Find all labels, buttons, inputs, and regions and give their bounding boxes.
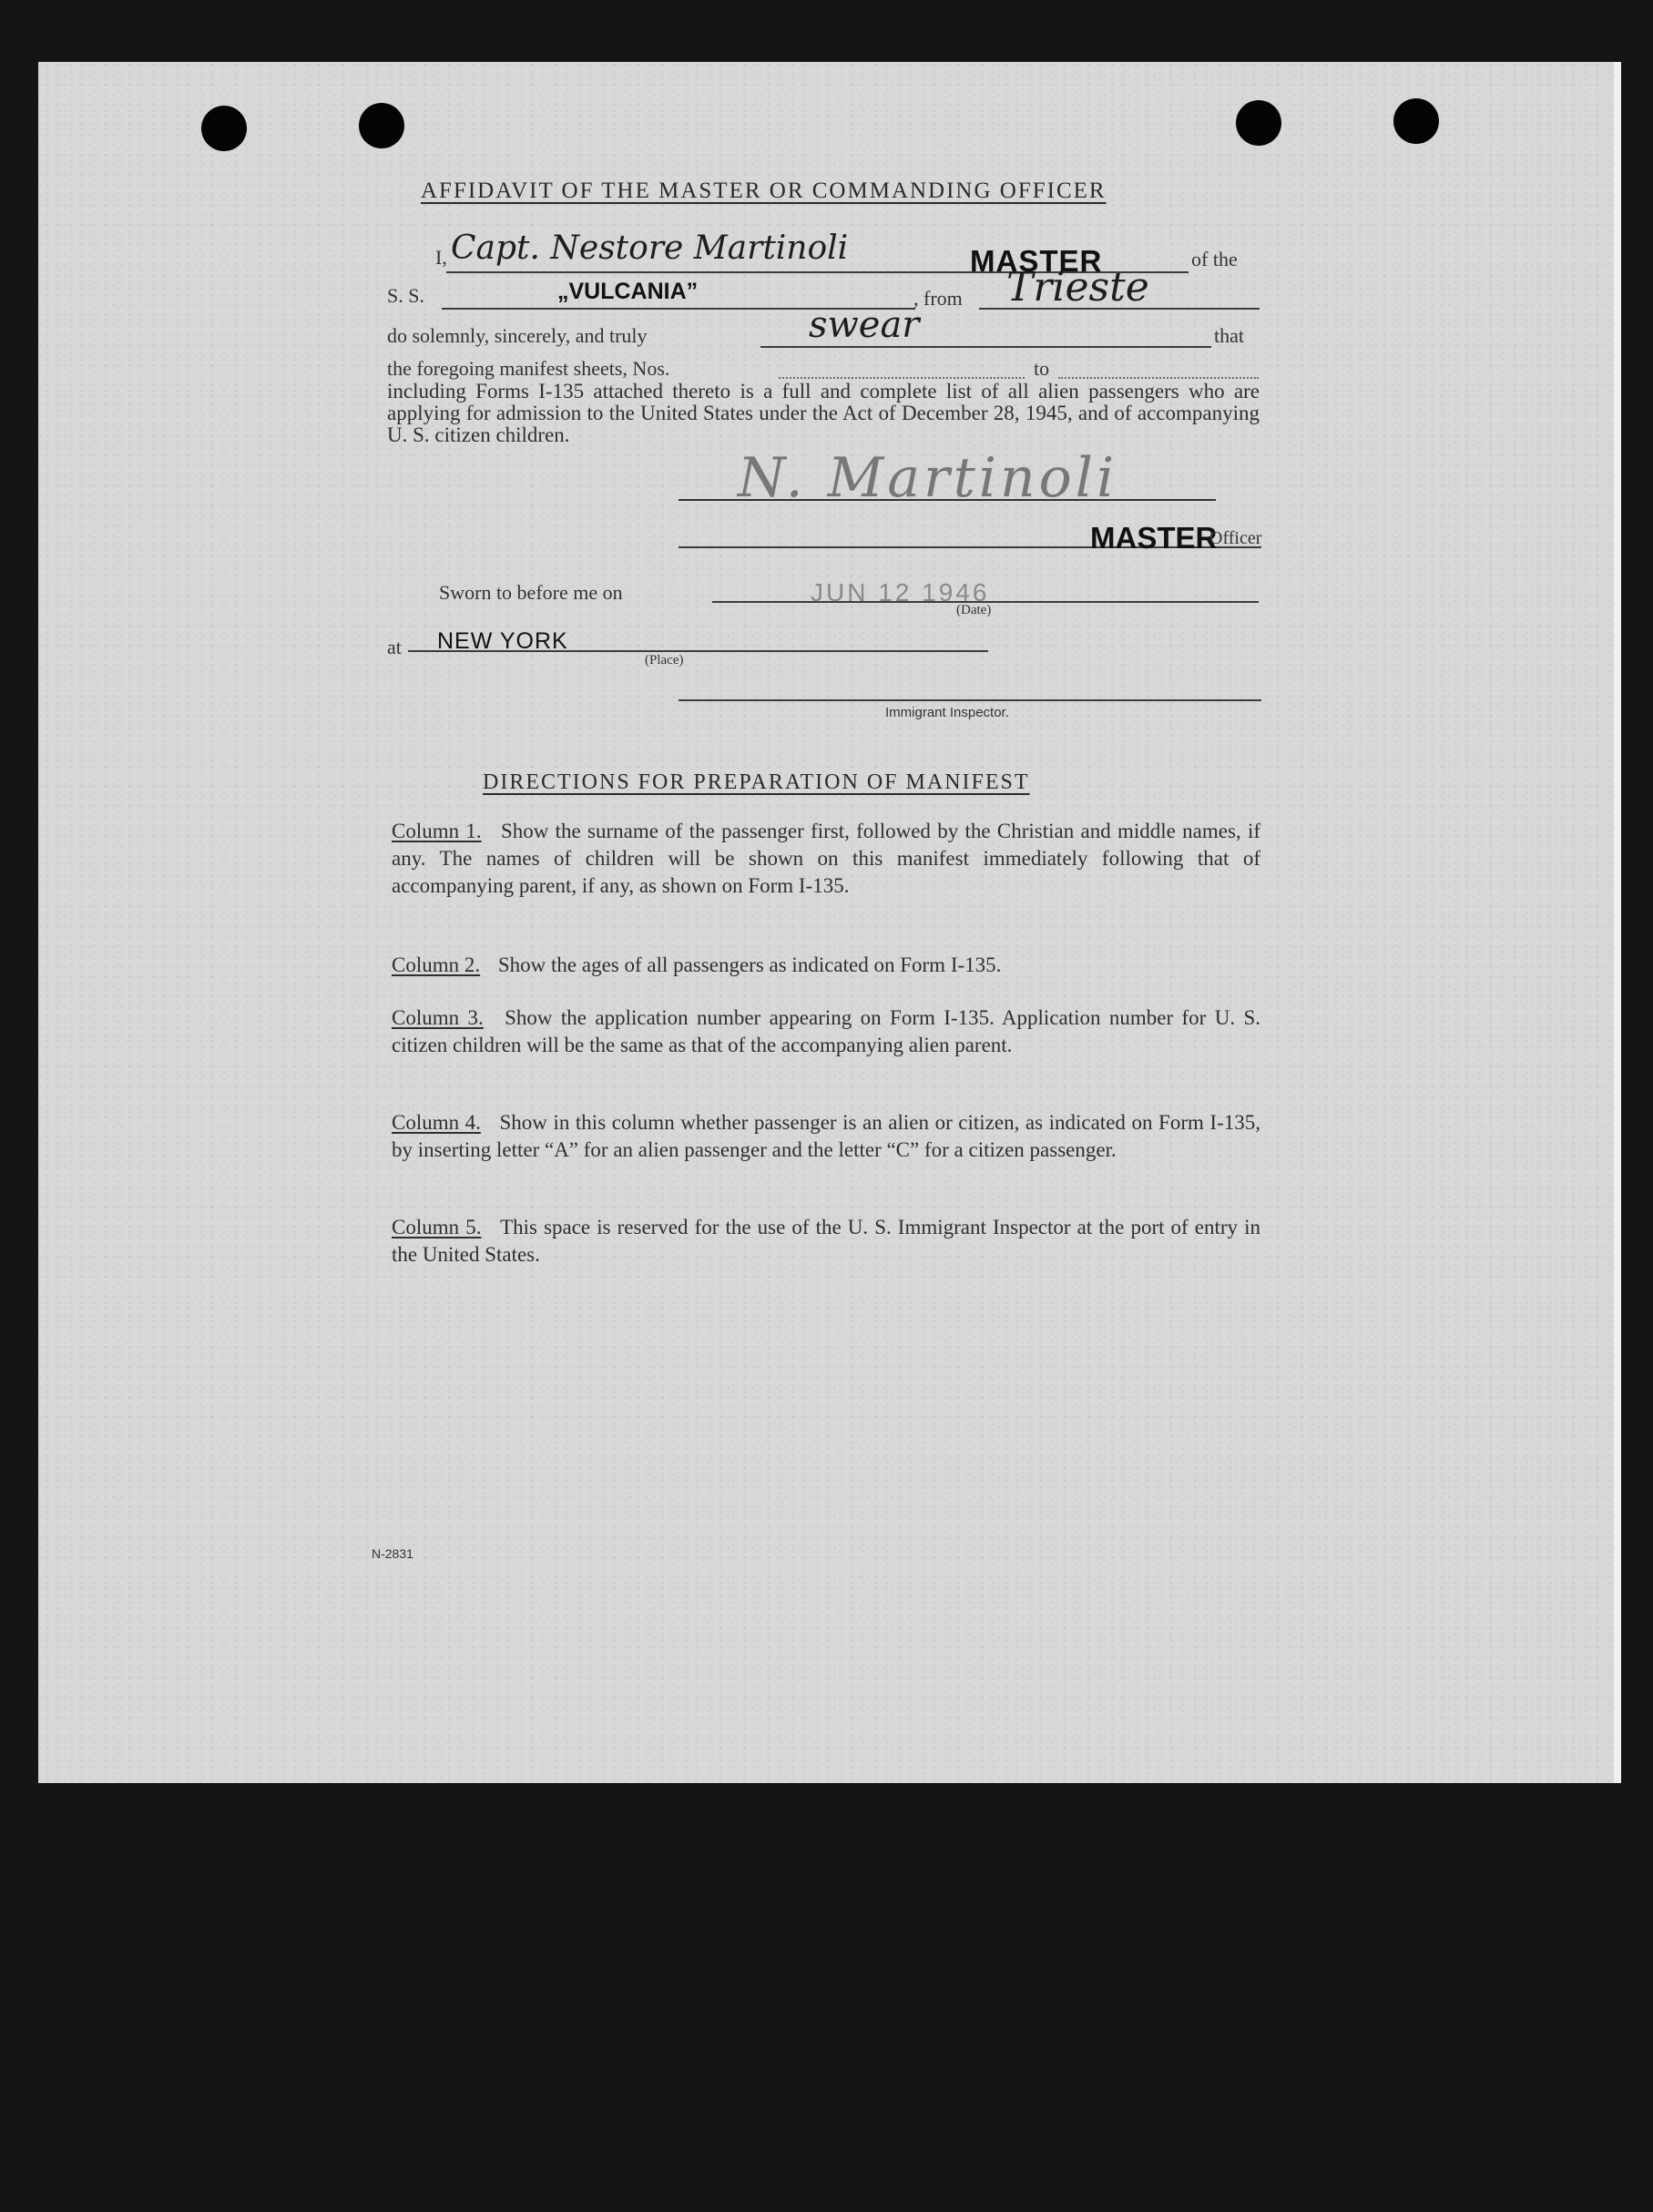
direction-column-4 bbox=[392, 1109, 1260, 1164]
master-signature: N. Martinoli bbox=[738, 446, 1118, 510]
oath-rule bbox=[760, 346, 1211, 348]
direction-column-5 bbox=[392, 1214, 1260, 1269]
date-stamp: JUN 12 1946 bbox=[811, 578, 990, 607]
line2-prefix: S. S. bbox=[387, 284, 424, 307]
inspector-rule bbox=[679, 699, 1261, 701]
nos-to-rule bbox=[1058, 377, 1259, 379]
ship-name-stamp: „VULCANIA” bbox=[557, 279, 699, 304]
page-edge bbox=[1614, 62, 1621, 1783]
port-handwritten: Trieste bbox=[1006, 264, 1149, 311]
column-1-label: Column 1. bbox=[392, 820, 482, 842]
rank-stamp: MASTER bbox=[970, 244, 1103, 278]
place-caption: (Place) bbox=[645, 653, 684, 668]
directions-title: DIRECTIONS FOR PREPARATION OF MANIFEST bbox=[483, 770, 1030, 794]
at-label: at bbox=[387, 636, 402, 658]
date-caption: (Date) bbox=[956, 603, 992, 617]
direction-column-1 bbox=[392, 818, 1260, 900]
line4-to-label: to bbox=[1034, 357, 1050, 380]
oath-handwritten: swear bbox=[809, 304, 920, 346]
line2-from-label: , from bbox=[913, 287, 963, 310]
master-name-handwritten: Capt. Nestore Martinoli bbox=[451, 229, 849, 267]
punch-hole-3 bbox=[1236, 100, 1281, 146]
column-2-text: Show the ages of all passengers as indicated on Form I-135. bbox=[497, 953, 1002, 976]
direction-column-2 bbox=[392, 952, 1260, 979]
punch-hole-1 bbox=[201, 106, 247, 151]
inspector-caption: Immigrant Inspector. bbox=[885, 705, 1009, 720]
line3-suffix: that bbox=[1214, 324, 1244, 347]
column-5-label: Column 5. bbox=[392, 1216, 482, 1239]
punch-hole-4 bbox=[1393, 98, 1439, 144]
column-4-text: Show in this column whether passenger is an alien or citizen, as indicated on Form I-135, by inserting letter “A” for an alien passenger and the letter “C” for a citizen passenger. bbox=[392, 1111, 1260, 1161]
officer-stamp: MASTER bbox=[1090, 521, 1218, 555]
line1-suffix: of the bbox=[1191, 248, 1238, 270]
column-4-label: Column 4. bbox=[392, 1111, 481, 1134]
column-3-text: Show the application number appearing on Form I-135. Application number for U. S. citizen children will be the same as that of the accompanying alien parent. bbox=[392, 1006, 1261, 1056]
form-number: N-2831 bbox=[372, 1546, 413, 1561]
affidavit-statement: including Forms I-135 attached thereto is a full and complete list of all alien passengers who are applying for admission to the United States under the Act of December 28, 1945, and of accompanying U. S. citizen children. bbox=[387, 380, 1260, 446]
nos-from-rule bbox=[779, 377, 1025, 379]
affidavit-title: AFFIDAVIT OF THE MASTER OR COMMANDING OFFICER bbox=[421, 178, 1107, 203]
officer-label: Officer bbox=[1209, 528, 1262, 548]
column-2-label: Column 2. bbox=[392, 953, 481, 976]
line4-prefix: the foregoing manifest sheets, Nos. bbox=[387, 357, 670, 380]
direction-column-3 bbox=[392, 1004, 1260, 1059]
sworn-label: Sworn to before me on bbox=[439, 581, 623, 604]
column-1-text: Show the surname of the passenger first, followed by the Christian and middle names, if any. The names of children will be shown on this manifest immediately following that of accompanying parent, if any, as shown on Form I-135. bbox=[392, 820, 1261, 897]
line1-prefix: I, bbox=[435, 246, 447, 269]
place-stamp: NEW YORK bbox=[437, 628, 568, 654]
punch-hole-2 bbox=[359, 103, 404, 148]
column-3-label: Column 3. bbox=[392, 1006, 484, 1029]
line3-prefix: do solemnly, sincerely, and truly bbox=[387, 324, 648, 347]
column-5-text: This space is reserved for the use of the U. S. Immigrant Inspector at the port of entry in the United States. bbox=[392, 1216, 1261, 1266]
